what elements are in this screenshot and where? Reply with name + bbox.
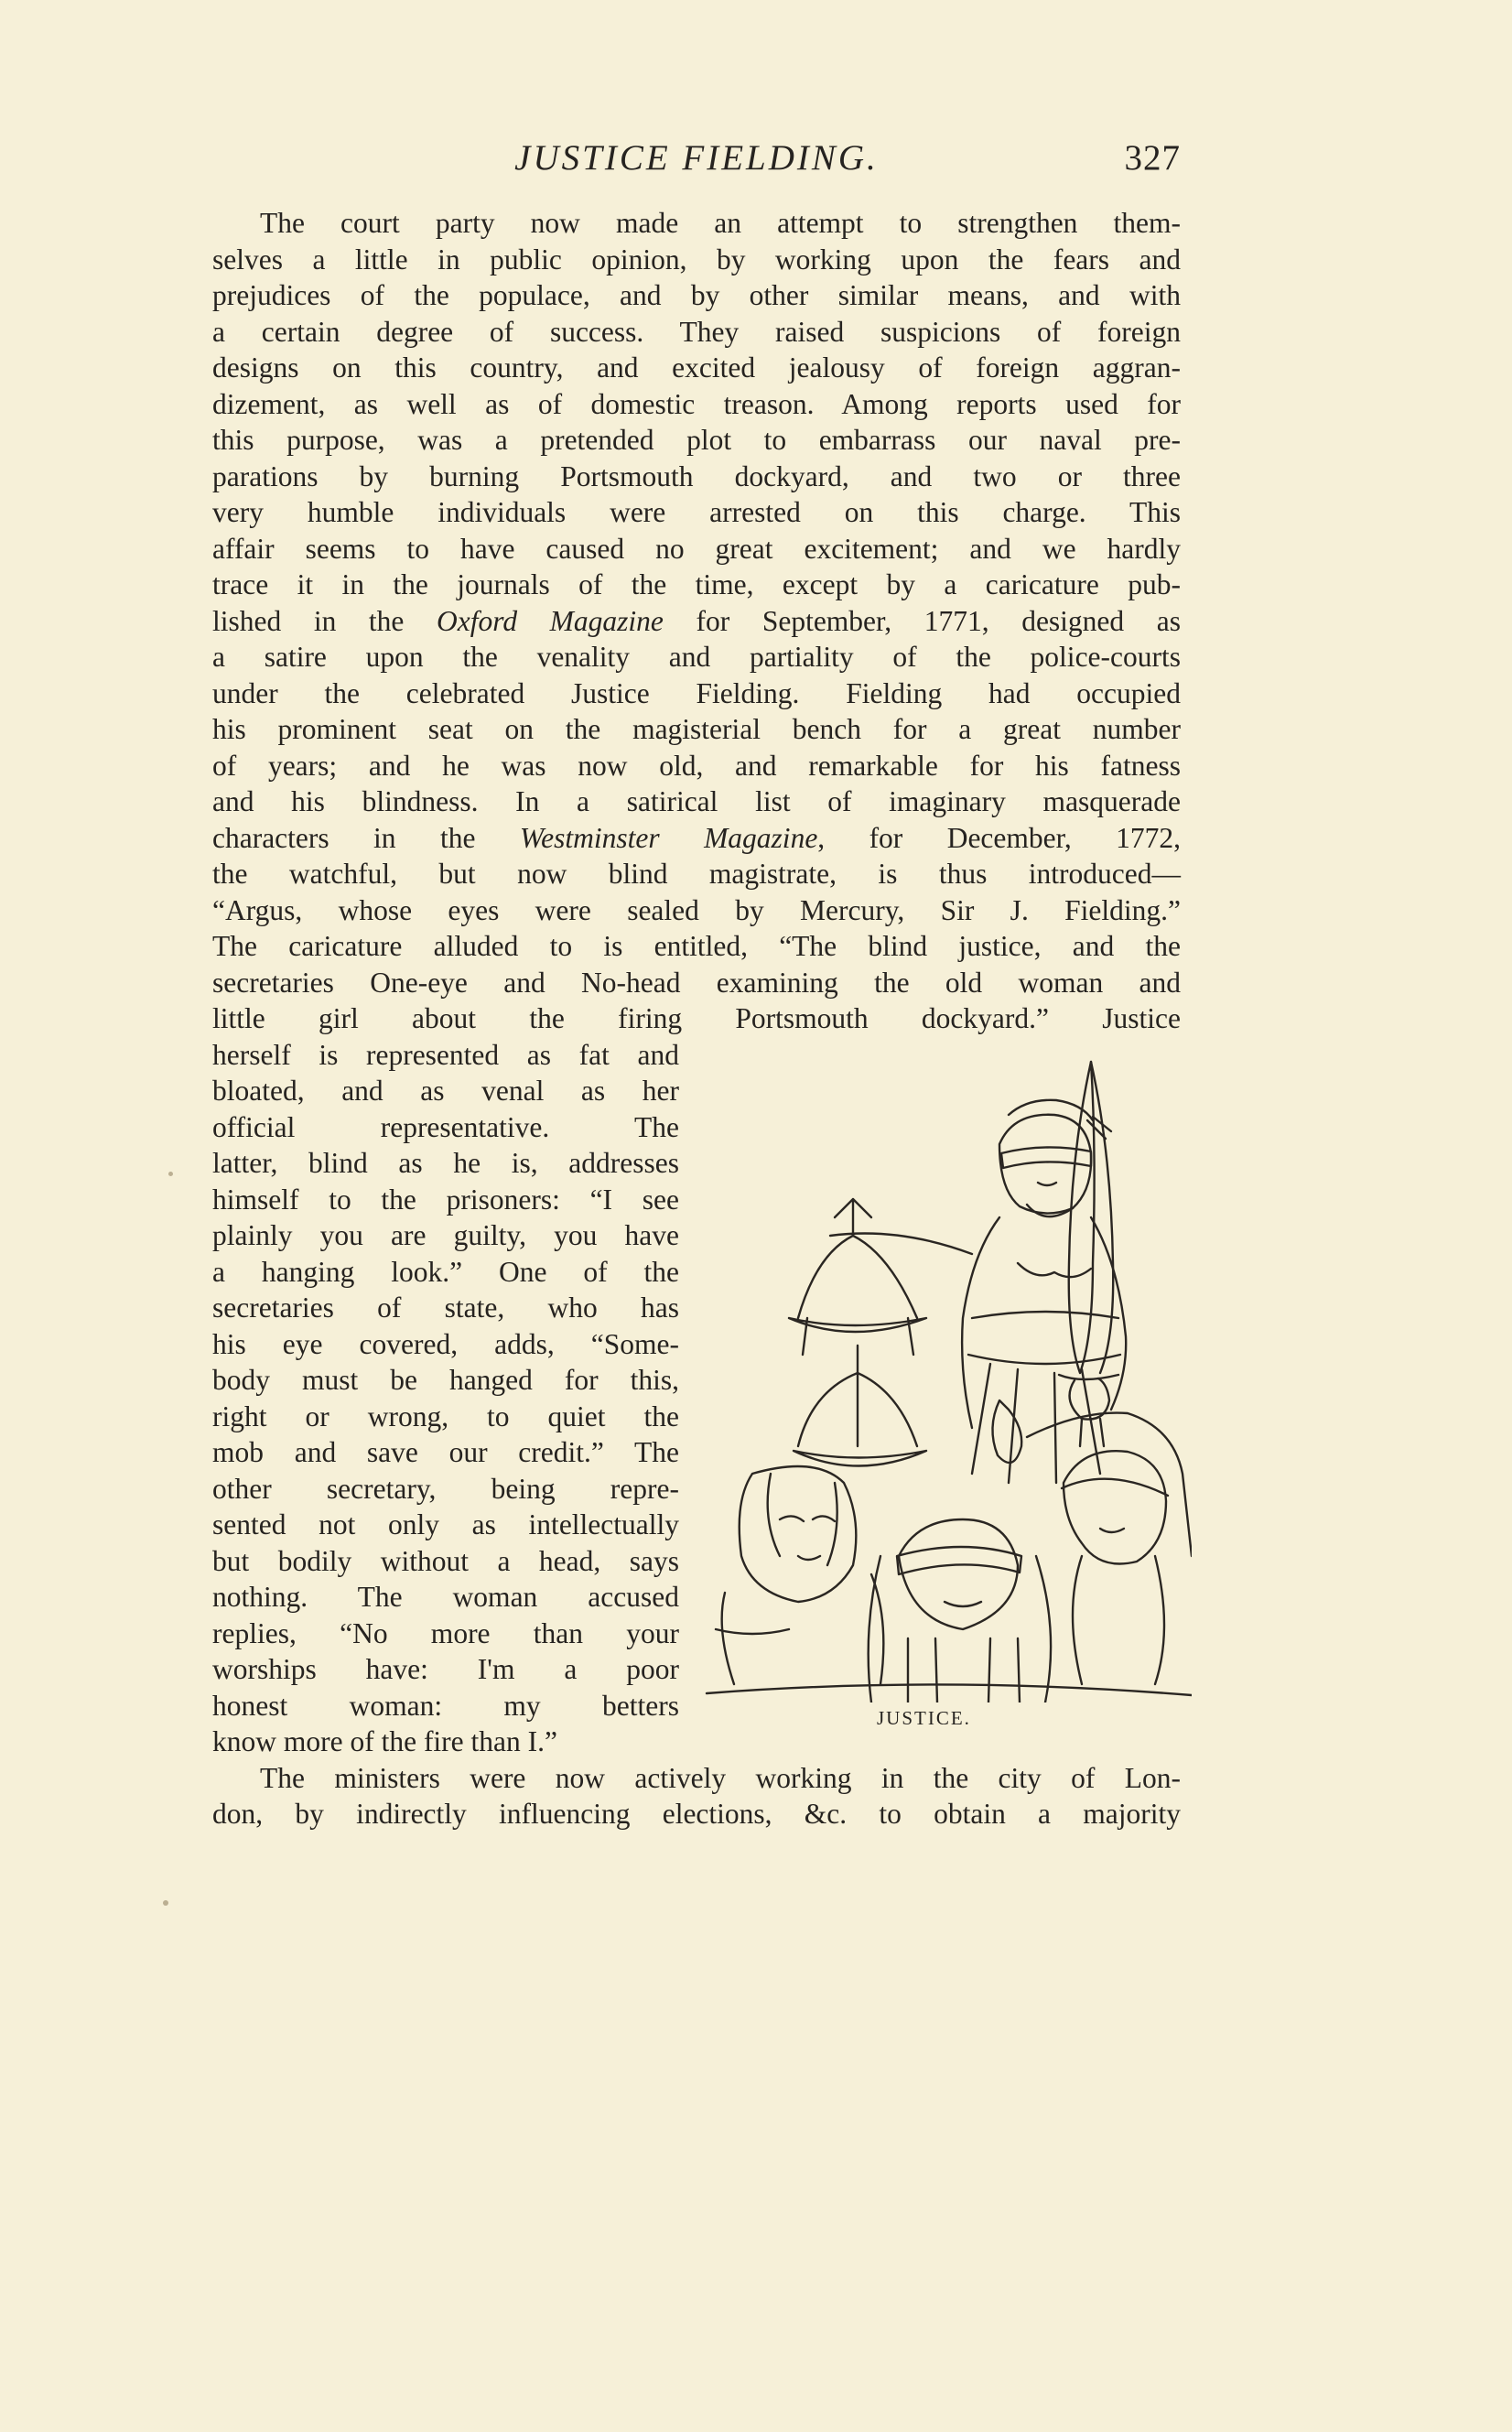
text-line: body must be hanged for this, xyxy=(212,1364,679,1396)
text-line: bloated, and as venal as her xyxy=(212,1075,679,1107)
text-line: plainly you are guilty, you have xyxy=(212,1219,679,1251)
text-line: very humble individuals were arrested on this charge. This xyxy=(212,496,1181,528)
text-line: “Argus, whose eyes were sealed by Mercury, Sir J. Fielding.” xyxy=(212,893,1181,926)
text-line: his prominent seat on the magisterial bench for a great number xyxy=(212,713,1181,745)
page-number: 327 xyxy=(1124,138,1181,178)
text-line: himself to the prisoners: “I see xyxy=(212,1183,679,1216)
text-line: affair seems to have caused no great excitement; and we hardly xyxy=(212,532,1181,565)
text-fragment: for September, 1771, designed as xyxy=(663,604,1181,637)
text-line: trace it in the journals of the time, except by a caricature pub- xyxy=(212,568,1181,600)
text-line: right or wrong, to quiet the xyxy=(212,1400,679,1432)
text-line: official representative. The xyxy=(212,1110,679,1143)
paper-speck xyxy=(163,1900,168,1906)
text-fragment: lished in the xyxy=(212,604,437,637)
justice-caricature-illustration xyxy=(697,1043,1192,1702)
text-line: mob and save our credit.” The xyxy=(212,1436,679,1468)
text-line: selves a little in public opinion, by working upon the fears and xyxy=(212,243,1181,276)
text-line: know more of the fire than I.” xyxy=(212,1725,557,1757)
text-line: replies, “No more than your xyxy=(212,1616,679,1649)
text-line: honest woman: my betters xyxy=(212,1689,679,1722)
text-line: but bodily without a head, says xyxy=(212,1544,679,1577)
text-line-westminster xyxy=(212,820,1181,857)
text-line: a hanging look.” One of the xyxy=(212,1255,679,1288)
text-line: The ministers were now actively working in the city of Lon- xyxy=(260,1761,1181,1794)
text-line: other secretary, being repre- xyxy=(212,1472,679,1505)
text-line: secretaries of state, who has xyxy=(212,1292,679,1324)
paper-speck xyxy=(168,1172,173,1176)
periodical-title: Westminster Magazine xyxy=(519,821,818,854)
text-line: don, by indirectly influencing elections, &c. to obtain a majority xyxy=(212,1798,1181,1830)
text-line: little girl about the firing Portsmouth dockyard.” Justice xyxy=(212,1002,1181,1034)
text-line: a certain degree of success. They raised suspicions of foreign xyxy=(212,315,1181,348)
text-line: worships have: I'm a poor xyxy=(212,1653,679,1685)
text-line: this purpose, was a pretended plot to embarrass our naval pre- xyxy=(212,424,1181,456)
periodical-title: Oxford Magazine xyxy=(437,604,664,637)
text-fragment: characters in the xyxy=(212,821,520,854)
text-line: latter, blind as he is, addresses xyxy=(212,1147,679,1179)
text-fragment: , for December, 1772, xyxy=(817,821,1181,854)
text-line: The court party now made an attempt to strengthen them- xyxy=(260,207,1181,239)
text-line: the watchful, but now blind magistrate, is thus introduced— xyxy=(212,858,1181,890)
text-line: herself is represented as fat and xyxy=(212,1038,679,1071)
text-line: dizement, as well as of domestic treason. Among reports used for xyxy=(212,387,1181,420)
text-line: secretaries One-eye and No-head examining the old woman and xyxy=(212,966,1181,999)
text-line: his eye covered, adds, “Some- xyxy=(212,1327,679,1360)
text-line-oxford xyxy=(212,603,1181,640)
text-line: designs on this country, and excited jealousy of foreign aggran- xyxy=(212,351,1181,384)
running-head xyxy=(212,137,1181,189)
text-line: and his blindness. In a satirical list of imaginary masquerade xyxy=(212,785,1181,817)
text-line: prejudices of the populace, and by other similar means, and with xyxy=(212,279,1181,311)
running-head-title: JUSTICE FIELDING. xyxy=(514,138,879,178)
text-line: nothing. The woman accused xyxy=(212,1581,679,1613)
text-line: of years; and he was now old, and remarkable for his fatness xyxy=(212,749,1181,782)
text-line: a satire upon the venality and partiality of the police-courts xyxy=(212,641,1181,673)
illustration-caption: JUSTICE. xyxy=(877,1707,971,1729)
text-line: under the celebrated Justice Fielding. Fielding had occupied xyxy=(212,676,1181,709)
text-line: parations by burning Portsmouth dockyard, and two or three xyxy=(212,459,1181,492)
text-line: The caricature alluded to is entitled, “The blind justice, and the xyxy=(212,930,1181,962)
text-line: sented not only as intellectually xyxy=(212,1508,679,1540)
